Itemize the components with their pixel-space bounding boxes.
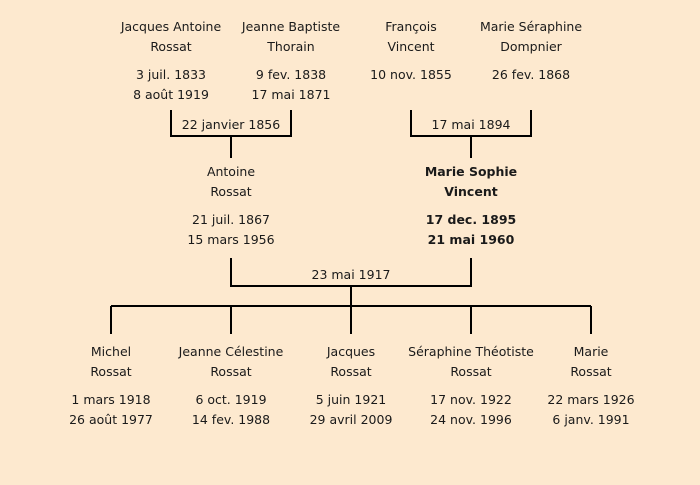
person-death-date: 15 mars 1956 [187,232,275,247]
person-last-name: Rossat [210,184,252,199]
person-first-name: Séraphine Théotiste [408,344,534,359]
person-death-date: 29 avril 2009 [309,412,393,427]
person-first-name: Antoine [206,164,256,179]
person-last-name: Rossat [90,364,132,379]
person-last-name: Vincent [387,39,435,54]
person-birth-date: 6 oct. 1919 [195,392,267,407]
person-first-name: Jacques [326,344,376,359]
person-last-name: Rossat [450,364,492,379]
person-last-name: Rossat [210,364,252,379]
person-last-name: Thorain [267,39,315,54]
person-marie-seraphine-dompnier [456,17,606,85]
person-first-name: Marie Sophie [424,164,518,179]
person-first-name: Jeanne Célestine [178,344,284,359]
person-last-name: Rossat [330,364,372,379]
person-death-date: 8 août 1919 [133,87,209,102]
person-first-name: Jeanne Baptiste [241,19,341,34]
person-birth-date: 26 fev. 1868 [491,67,571,82]
person-last-name: Dompnier [500,39,562,54]
marriage-date-grandparents-left: 22 janvier 1856 [181,117,281,132]
person-death-date: 26 août 1977 [69,412,153,427]
person-birth-date: 17 dec. 1895 [425,212,517,227]
person-antoine-rossat [156,162,306,250]
person-death-date: 6 janv. 1991 [552,412,630,427]
person-birth-date: 9 fev. 1838 [255,67,327,82]
person-first-name: Michel [90,344,132,359]
person-birth-date: 21 juil. 1867 [192,212,270,227]
person-last-name: Rossat [570,364,612,379]
person-first-name: François [385,19,437,34]
person-first-name: Marie Séraphine [479,19,583,34]
person-last-name: Rossat [150,39,192,54]
person-birth-date: 3 juil. 1833 [135,67,207,82]
marriage-date-parents: 23 mai 1917 [311,267,391,282]
person-marie-sophie-vincent [396,162,546,250]
person-death-date: 14 fev. 1988 [191,412,271,427]
person-birth-date: 5 juin 1921 [315,392,387,407]
person-birth-date: 10 nov. 1855 [370,67,452,82]
person-last-name: Vincent [444,184,498,199]
person-birth-date: 22 mars 1926 [547,392,635,407]
marriage-date-grandparents-right: 17 mai 1894 [431,117,511,132]
connector-children [111,306,591,334]
person-birth-date: 1 mars 1918 [71,392,151,407]
person-first-name: Jacques Antoine [120,19,222,34]
person-death-date: 21 mai 1960 [427,232,515,247]
person-death-date: 24 nov. 1996 [430,412,512,427]
person-marie-rossat [516,342,666,430]
person-first-name: Marie [573,344,609,359]
person-death-date: 17 mai 1871 [251,87,331,102]
person-birth-date: 17 nov. 1922 [430,392,512,407]
